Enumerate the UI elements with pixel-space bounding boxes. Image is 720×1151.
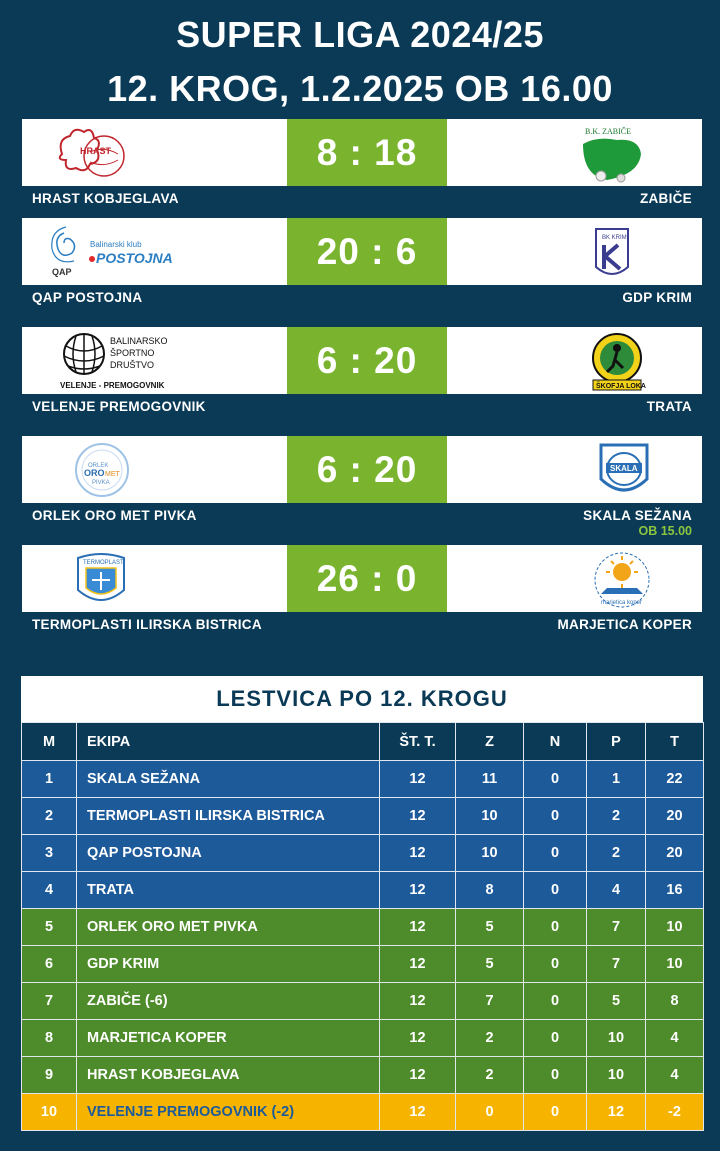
termoplasti-logo-icon [74,550,128,608]
stat-cell: 12 [380,909,456,946]
match-card [22,327,702,414]
stat-cell: 8 [22,1020,77,1057]
svg-text:Balinarski klub: Balinarski klub [90,240,142,249]
away-logo-box [447,327,702,394]
stat-cell: 2 [456,1057,524,1094]
postojna-logo-icon [50,223,190,281]
stat-cell: 7 [587,909,646,946]
svg-text:PIVKA: PIVKA [92,480,110,486]
table-row [22,1094,704,1131]
svg-text:marjetica koper: marjetica koper [601,600,643,606]
match-card [22,436,702,538]
stat-cell: 6 [22,946,77,983]
stat-cell: 10 [587,1020,646,1057]
match-score: 20 : 6 [287,218,447,285]
standings-grid [21,722,704,1131]
stat-cell: 22 [646,761,704,798]
svg-text:ORO: ORO [84,468,105,478]
away-team-name: ZABIČE [639,191,692,206]
stat-cell: 0 [524,983,587,1020]
away-logo-box [447,119,702,186]
away-logo-box [447,545,702,612]
team-name-cell: TERMOPLASTI ILIRSKA BISTRICA [77,798,380,835]
stat-cell: 12 [380,1094,456,1131]
stat-cell: 1 [587,761,646,798]
match-card [22,218,702,305]
team-name-cell: TRATA [77,872,380,909]
column-header: EKIPA [77,723,380,761]
stat-cell: 7 [587,946,646,983]
column-header: M [22,723,77,761]
orlek-logo-icon [74,441,130,499]
stat-cell: 0 [524,872,587,909]
stat-cell: 0 [456,1094,524,1131]
stat-cell: 4 [22,872,77,909]
zabice-logo-icon [577,124,647,184]
svg-text:ORLEK: ORLEK [88,463,109,469]
table-row [22,872,704,909]
team-name-cell: SKALA SEŽANA [77,761,380,798]
stat-cell: 12 [380,1057,456,1094]
stat-cell: 8 [646,983,704,1020]
team-name-cell: HRAST KOBJEGLAVA [77,1057,380,1094]
column-header: ŠT. T. [380,723,456,761]
home-team-name: QAP POSTOJNA [32,290,143,305]
match-time-note: OB 15.00 [638,524,692,538]
column-header: N [524,723,587,761]
table-row [22,1057,704,1094]
stat-cell: 10 [22,1094,77,1131]
stat-cell: 20 [646,835,704,872]
stat-cell: 2 [456,1020,524,1057]
stat-cell: 9 [22,1057,77,1094]
stat-cell: 10 [456,835,524,872]
stat-cell: 4 [646,1057,704,1094]
away-team-name: SKALA SEŽANA [583,508,692,523]
team-name-cell: QAP POSTOJNA [77,835,380,872]
stat-cell: 5 [456,909,524,946]
svg-text:B.K. ZABIČE: B.K. ZABIČE [585,127,631,136]
match-score: 26 : 0 [287,545,447,612]
table-row [22,798,704,835]
standings-header-row [22,723,704,761]
svg-text:BALINARSKO: BALINARSKO [110,336,168,346]
stat-cell: 4 [646,1020,704,1057]
table-row [22,1020,704,1057]
table-row [22,761,704,798]
stat-cell: 12 [380,983,456,1020]
stat-cell: 12 [380,1020,456,1057]
match-score: 6 : 20 [287,327,447,394]
stat-cell: 12 [380,946,456,983]
home-team-name: HRAST KOBJEGLAVA [32,191,179,206]
home-logo-box [22,436,287,503]
stat-cell: 7 [456,983,524,1020]
stat-cell: 10 [456,798,524,835]
match-card [22,119,702,206]
column-header: Z [456,723,524,761]
stat-cell: 0 [524,1020,587,1057]
svg-text:BK KRIM: BK KRIM [602,235,627,241]
column-header: P [587,723,646,761]
stat-cell: 12 [587,1094,646,1131]
svg-text:SKALA: SKALA [610,464,638,473]
page-title: SUPER LIGA 2024/25 [176,14,544,55]
svg-text:ŠKOFJA LOKA: ŠKOFJA LOKA [596,383,646,390]
stat-cell: 0 [524,946,587,983]
home-logo-box [22,327,287,394]
table-row [22,909,704,946]
team-name-cell: ZABIČE (-6) [77,983,380,1020]
velenje-logo-icon [60,332,200,392]
standings-table [21,676,703,1131]
home-team-name: ORLEK ORO MET PIVKA [32,508,197,523]
team-name-cell: VELENJE PREMOGOVNIK (-2) [77,1094,380,1131]
home-team-name: TERMOPLASTI ILIRSKA BISTRICA [32,617,262,632]
match-card [22,545,702,632]
stat-cell: 12 [380,872,456,909]
stat-cell: 0 [524,761,587,798]
stat-cell: 7 [22,983,77,1020]
stat-cell: 20 [646,798,704,835]
column-header: T [646,723,704,761]
stat-cell: 0 [524,798,587,835]
hrast-logo-icon [52,124,132,184]
stat-cell: 10 [587,1057,646,1094]
round-subtitle: 12. KROG, 1.2.2025 OB 16.00 [107,68,613,109]
match-score: 6 : 20 [287,436,447,503]
table-row [22,983,704,1020]
krim-logo-icon [592,223,632,283]
standings-title: LESTVICA PO 12. KROGU [21,676,703,722]
stat-cell: 12 [380,835,456,872]
stat-cell: -2 [646,1094,704,1131]
stat-cell: 12 [380,761,456,798]
svg-text:POSTOJNA: POSTOJNA [96,250,173,266]
away-logo-box [447,436,702,503]
svg-text:HRAST: HRAST [80,146,111,156]
home-logo-box [22,545,287,612]
svg-text:TERMOPLASTI: TERMOPLASTI [83,560,126,566]
marjetica-logo-icon [587,550,657,610]
stat-cell: 3 [22,835,77,872]
stat-cell: 12 [380,798,456,835]
away-team-name: TRATA [646,399,692,414]
stat-cell: 5 [587,983,646,1020]
stat-cell: 2 [587,835,646,872]
away-team-name: GDP KRIM [622,290,692,305]
stat-cell: 2 [587,798,646,835]
svg-text:ŠPORTNO: ŠPORTNO [110,348,155,358]
stat-cell: 16 [646,872,704,909]
table-row [22,946,704,983]
team-name-cell: ORLEK ORO MET PIVKA [77,909,380,946]
stat-cell: 0 [524,909,587,946]
svg-text:VELENJE - PREMOGOVNIK: VELENJE - PREMOGOVNIK [60,381,165,390]
skala-logo-icon [597,441,651,501]
team-name-cell: MARJETICA KOPER [77,1020,380,1057]
stat-cell: 11 [456,761,524,798]
away-team-name: MARJETICA KOPER [557,617,692,632]
stat-cell: 10 [646,946,704,983]
stat-cell: 10 [646,909,704,946]
stat-cell: 0 [524,1057,587,1094]
table-row [22,835,704,872]
home-logo-box [22,119,287,186]
team-name-cell: GDP KRIM [77,946,380,983]
svg-text:DRUŠTVO: DRUŠTVO [110,360,155,370]
stat-cell: 2 [22,798,77,835]
away-logo-box [447,218,702,285]
stat-cell: 5 [22,909,77,946]
home-team-name: VELENJE PREMOGOVNIK [32,399,206,414]
stat-cell: 4 [587,872,646,909]
trata-logo-icon [587,332,647,392]
stat-cell: 0 [524,835,587,872]
stat-cell: 8 [456,872,524,909]
svg-text:QAP: QAP [52,267,72,277]
home-logo-box [22,218,287,285]
stat-cell: 0 [524,1094,587,1131]
svg-text:MET: MET [105,471,120,478]
stat-cell: 5 [456,946,524,983]
stat-cell: 1 [22,761,77,798]
match-score: 8 : 18 [287,119,447,186]
